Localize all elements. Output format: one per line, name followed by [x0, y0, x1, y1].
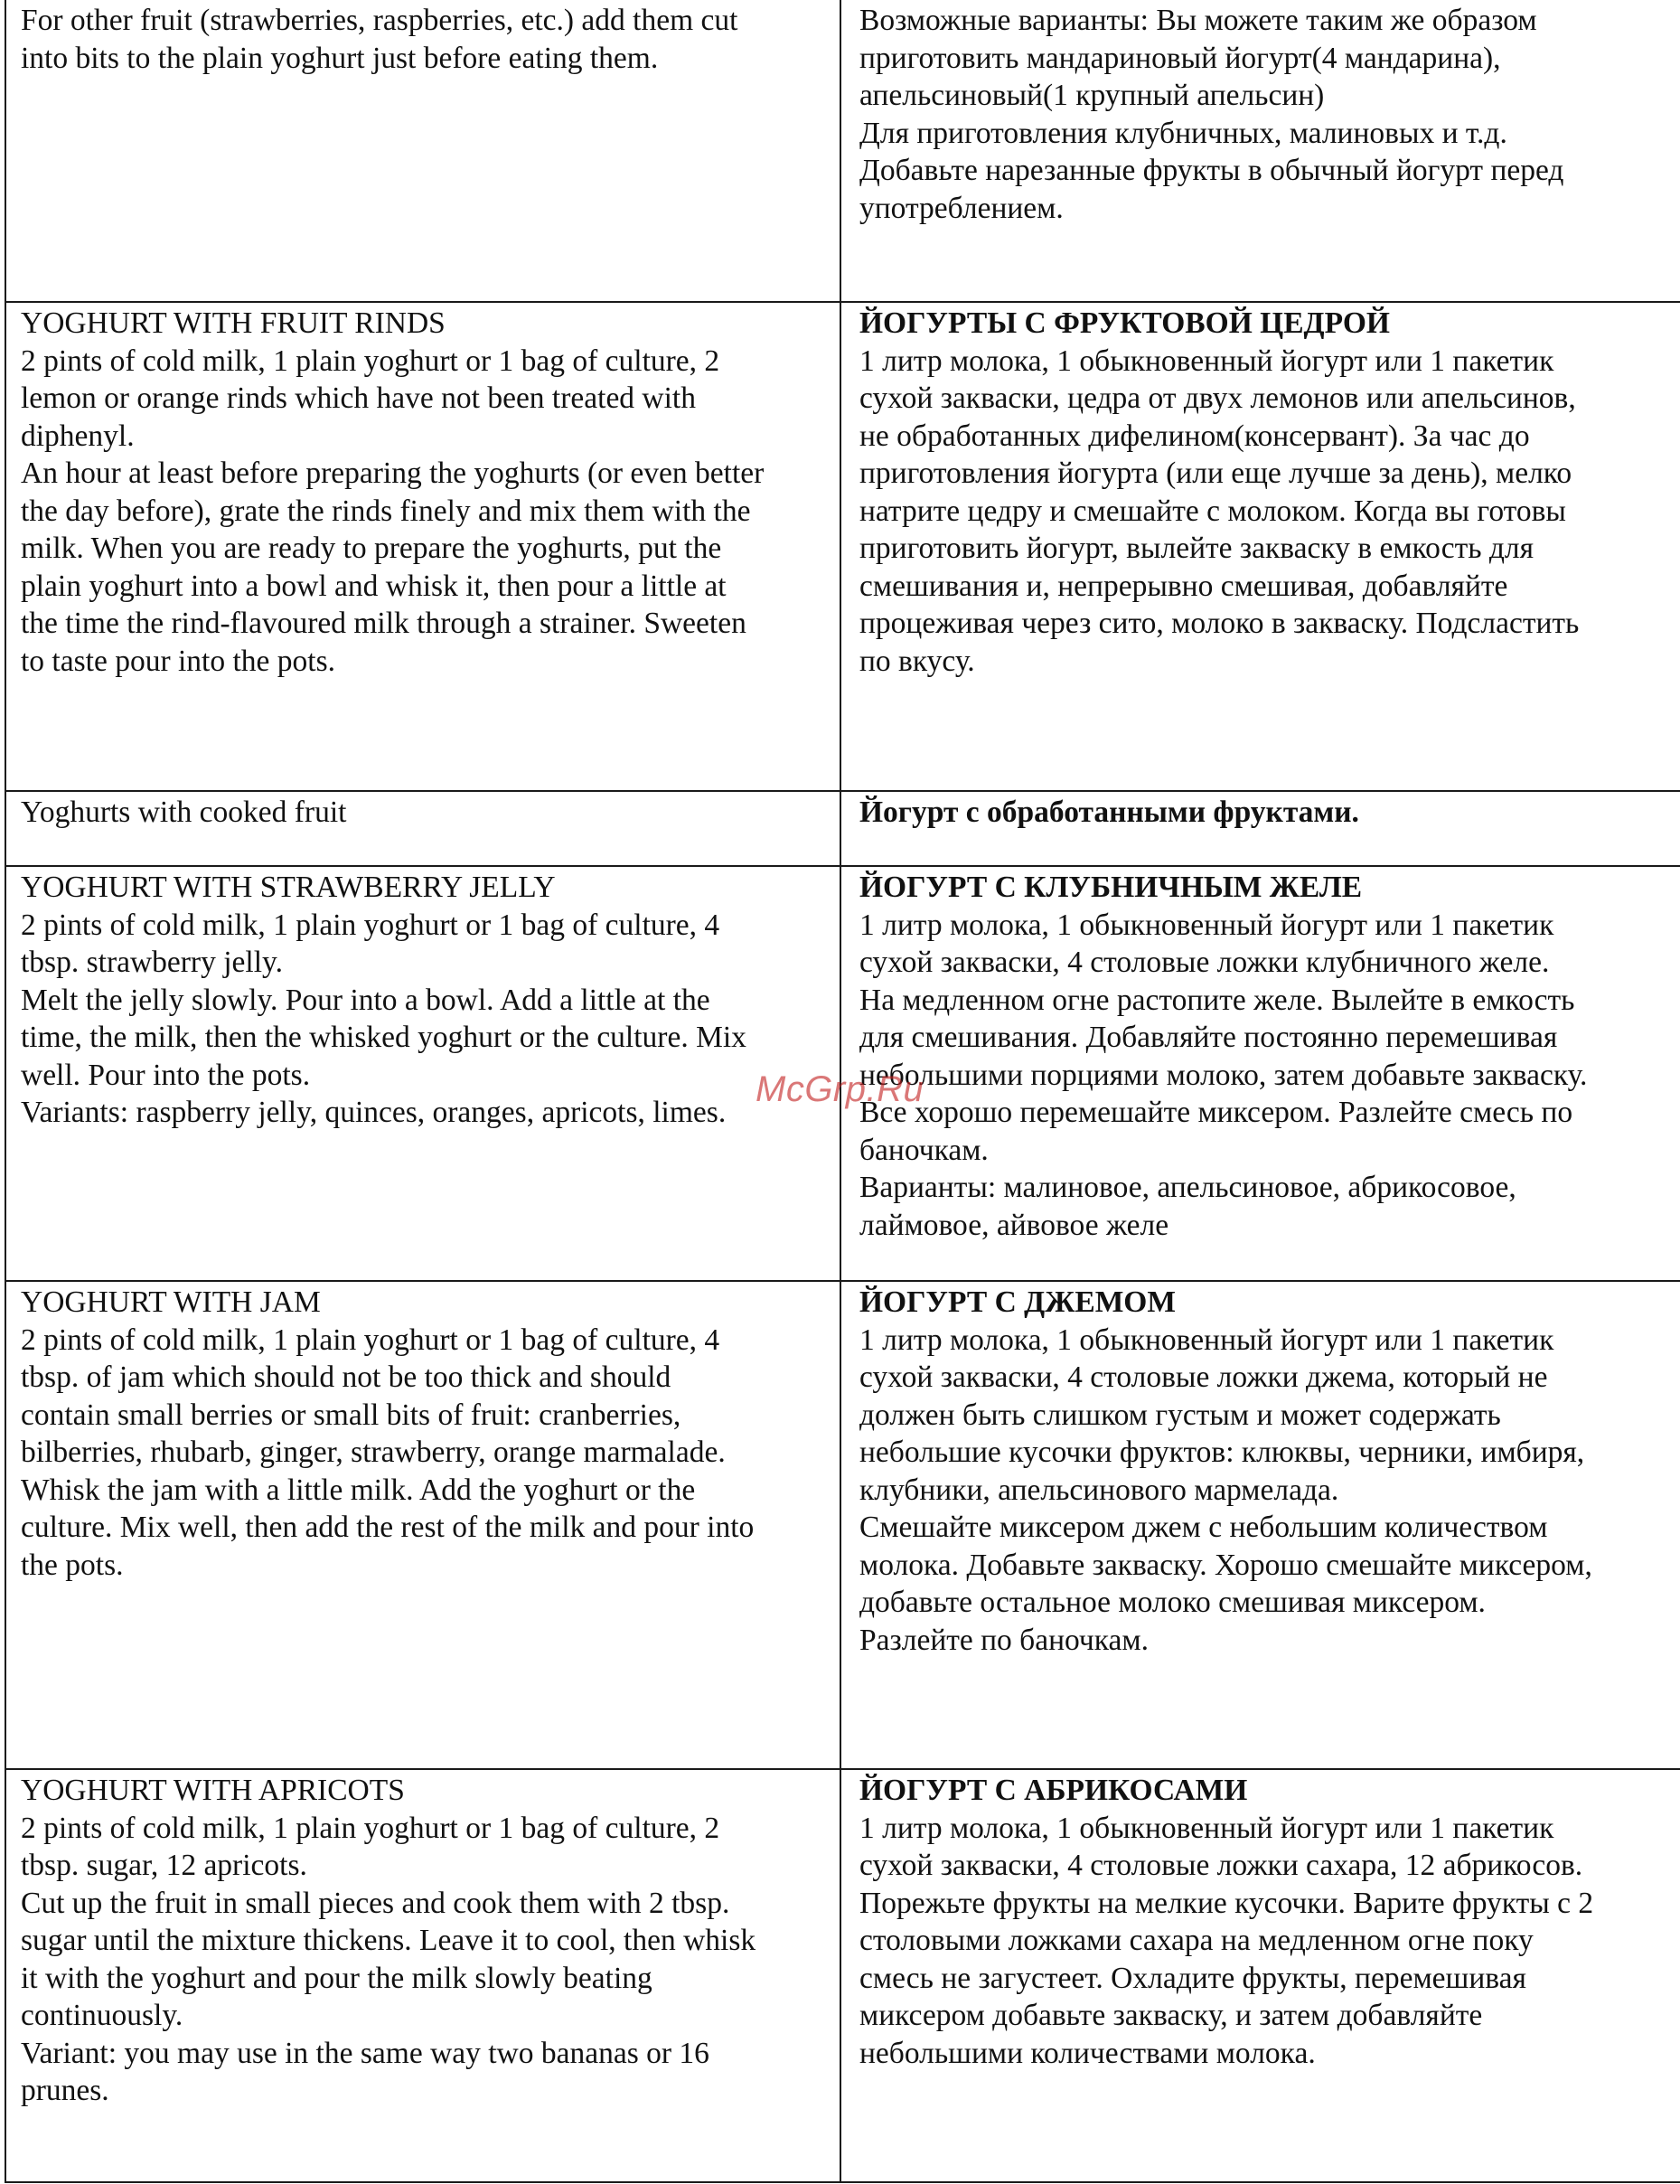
recipe-heading: ЙОГУРТ С АБРИКОСАМИ [859, 1774, 1248, 1807]
text-line: well. Pour into the pots. [21, 1058, 311, 1092]
text-line: приготовить мандариновый йогурт(4 мандарина), [859, 41, 1501, 75]
table-row [5, 1281, 1680, 1769]
watermark: McGrp.Ru [756, 1069, 924, 1109]
text-line: сухой закваски, цедра от двух лемонов или апельсинов, [859, 381, 1576, 415]
text-line: 1 литр молока, 1 обыкновенный йогурт или 1 пакетик [859, 344, 1554, 378]
text-line: сухой закваски, 4 столовые ложки джема, который не [859, 1360, 1548, 1394]
english-cell [5, 1281, 840, 1769]
text-line: the day before), grate the rinds finely and mix them with the [21, 494, 751, 528]
text-line: миксером добавьте закваску, и затем добавляйте [859, 1999, 1483, 2032]
text-line: сухой закваски, 4 столовые ложки сахара, 12 абрикосов. [859, 1849, 1583, 1882]
russian-cell [840, 0, 1680, 302]
recipe-translation-table [5, 0, 1680, 2183]
text-line: небольшими количествами молока. [859, 2036, 1316, 2070]
russian-cell [840, 1769, 1680, 2182]
recipe-heading: ЙОГУРТ С КЛУБНИЧНЫМ ЖЕЛЕ [859, 871, 1363, 904]
text-line: Добавьте нарезанные фрукты в обычный йогурт перед [859, 154, 1564, 187]
text-line: лаймовое, айвовое желе [859, 1208, 1169, 1242]
text-line: апельсиновый(1 крупный апельсин) [859, 79, 1325, 112]
text-line: Cut up the fruit in small pieces and cook them with 2 tbsp. [21, 1886, 730, 1920]
text-line: для смешивания. Добавляйте постоянно перемешивая [859, 1021, 1558, 1054]
text-line: Возможные варианты: Вы можете таким же образом [859, 4, 1537, 37]
text-line: Melt the jelly slowly. Pour into a bowl. Add a little at the [21, 983, 710, 1017]
text-line: tbsp. sugar, 12 apricots. [21, 1849, 307, 1882]
text-line: молока. Добавьте закваску. Хорошо смешайте миксером, [859, 1548, 1592, 1582]
text-line: the time the rind-flavoured milk through a strainer. Sweeten [21, 607, 746, 640]
text-line: milk. When you are ready to prepare the yoghurts, put the [21, 532, 722, 565]
text-line: culture. Mix well, then add the rest of the milk and pour into [21, 1511, 755, 1544]
english-cell [5, 791, 840, 866]
text-line: to taste pour into the pots. [21, 644, 335, 678]
text-line: prunes. [21, 2074, 109, 2107]
text-line: An hour at least before preparing the yoghurts (or even better [21, 457, 765, 490]
text-line: Смешайте миксером джем с небольшим количеством [859, 1511, 1548, 1544]
english-cell [5, 0, 840, 302]
text-line: баночкам. [859, 1133, 989, 1167]
text-line: 1 литр молока, 1 обыкновенный йогурт или 1 пакетик [859, 908, 1554, 942]
text-line: смесь не загустеет. Охладите фрукты, перемешивая [859, 1961, 1526, 1995]
text-line: сухой закваски, 4 столовые ложки клубничного желе. [859, 946, 1550, 979]
text-line: continuously. [21, 1999, 183, 2032]
recipe-heading: YOGHURT WITH STRAWBERRY JELLY [21, 871, 556, 904]
recipe-heading: ЙОГУРТ С ДЖЕМОМ [859, 1285, 1176, 1319]
text-line: the pots. [21, 1548, 124, 1582]
text-line: небольшими порциями молоко, затем добавьте закваску. [859, 1058, 1588, 1092]
table-row [5, 0, 1680, 302]
text-line: 2 pints of cold milk, 1 plain yoghurt or 1 bag of culture, 2 [21, 344, 720, 378]
text-line: употреблением. [859, 191, 1064, 225]
text-line: 2 pints of cold milk, 1 plain yoghurt or 1 bag of culture, 4 [21, 908, 720, 942]
text-line: Все хорошо перемешайте миксером. Разлейте смесь по [859, 1096, 1573, 1129]
section-heading: Yoghurts with cooked fruit [21, 795, 347, 829]
text-line: tbsp. of jam which should not be too thick and should [21, 1360, 671, 1394]
text-line: натрите цедру и смешайте с молоком. Когда вы готовы [859, 494, 1566, 528]
table-row [5, 302, 1680, 791]
table-row [5, 1769, 1680, 2182]
russian-cell [840, 866, 1680, 1281]
text-line: приготовления йогурта (или еще лучше за день), мелко [859, 457, 1572, 490]
text-line: должен быть слишком густым и может содержать [859, 1398, 1501, 1432]
text-line: Для приготовления клубничных, малиновых и т.д. [859, 116, 1507, 150]
text-line: it with the yoghurt and pour the milk slowly beating [21, 1961, 652, 1995]
text-line: Variants: raspberry jelly, quinces, oranges, apricots, limes. [21, 1096, 727, 1129]
text-line: Разлейте по баночкам. [859, 1623, 1149, 1657]
text-line: tbsp. strawberry jelly. [21, 946, 283, 979]
text-line: time, the milk, then the whisked yoghurt or the culture. Mix [21, 1021, 746, 1054]
text-line: diphenyl. [21, 419, 135, 453]
text-line: столовыми ложками сахара на медленном огне поку [859, 1924, 1534, 1957]
text-line: 1 литр молока, 1 обыкновенный йогурт или 1 пакетик [859, 1323, 1554, 1357]
table-row [5, 866, 1680, 1281]
table-row [5, 791, 1680, 866]
text-line: Варианты: малиновое, апельсиновое, абрикосовое, [859, 1171, 1516, 1204]
text-line: приготовить йогурт, вылейте закваску в емкость для [859, 532, 1535, 565]
text-line: Whisk the jam with a little milk. Add the yoghurt or the [21, 1473, 696, 1507]
text-line: 2 pints of cold milk, 1 plain yoghurt or 1 bag of culture, 4 [21, 1323, 720, 1357]
text-line: по вкусу. [859, 644, 975, 678]
text-line: bilberries, rhubarb, ginger, strawberry, orange marmalade. [21, 1436, 726, 1469]
recipe-heading: YOGHURT WITH JAM [21, 1285, 321, 1319]
text-line: plain yoghurt into a bowl and whisk it, then pour a little at [21, 569, 727, 603]
section-heading: Йогурт с обработанными фруктами. [859, 795, 1359, 829]
text-line: sugar until the mixture thickens. Leave it to cool, then whisk [21, 1924, 756, 1957]
text-line: добавьте остальное молоко смешивая миксером. [859, 1586, 1486, 1619]
recipe-heading: ЙОГУРТЫ С ФРУКТОВОЙ ЦЕДРОЙ [859, 306, 1390, 340]
text-line: небольшие кусочки фруктов: клюквы, черники, имбиря, [859, 1436, 1585, 1469]
english-cell [5, 866, 840, 1281]
russian-cell [840, 302, 1680, 791]
recipe-heading: YOGHURT WITH APRICOTS [21, 1774, 405, 1807]
english-cell [5, 302, 840, 791]
recipe-heading: YOGHURT WITH FRUIT RINDS [21, 306, 446, 340]
text-line: contain small berries or small bits of fruit: cranberries, [21, 1398, 681, 1432]
russian-cell [840, 791, 1680, 866]
english-cell [5, 1769, 840, 2182]
text-line: For other fruit (strawberries, raspberries, etc.) add them cut [21, 4, 738, 37]
text-line: Порежьте фрукты на мелкие кусочки. Варите фрукты с 2 [859, 1886, 1594, 1920]
text-line: смешивания и, непрерывно смешивая, добавляйте [859, 569, 1508, 603]
text-line: На медленном огне растопите желе. Вылейте в емкость [859, 983, 1575, 1017]
text-line: клубники, апельсинового мармелада. [859, 1473, 1339, 1507]
text-line: 1 литр молока, 1 обыкновенный йогурт или 1 пакетик [859, 1811, 1554, 1845]
text-line: lemon or orange rinds which have not been treated with [21, 381, 696, 415]
text-line: 2 pints of cold milk, 1 plain yoghurt or 1 bag of culture, 2 [21, 1811, 720, 1845]
text-line: процеживая через сито, молоко в закваску. Подсластить [859, 607, 1580, 640]
text-line: не обработанных дифелином(консервант). За час до [859, 419, 1530, 453]
text-line: Variant: you may use in the same way two bananas or 16 [21, 2036, 709, 2070]
russian-cell [840, 1281, 1680, 1769]
text-line: into bits to the plain yoghurt just before eating them. [21, 41, 659, 75]
